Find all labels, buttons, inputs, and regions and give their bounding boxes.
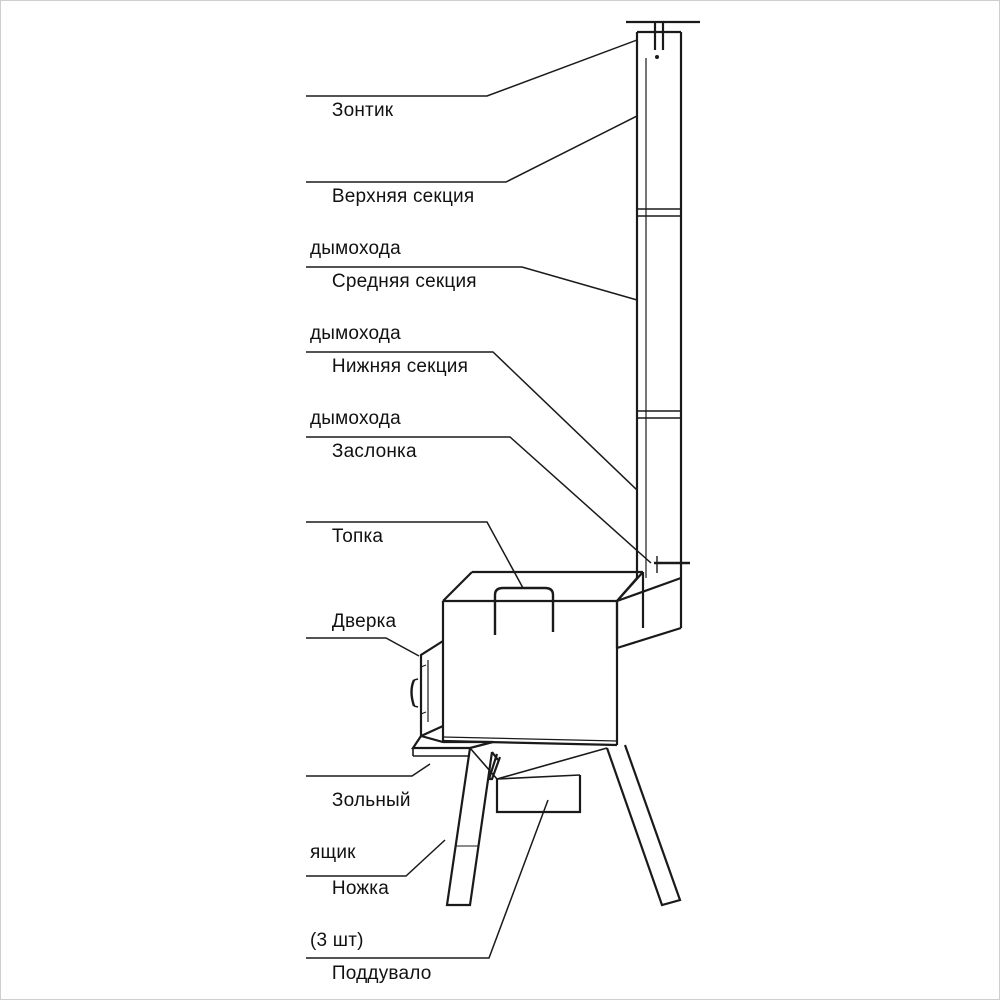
label-blower bbox=[310, 935, 432, 1000]
label-umbrella-line1: Зонтик bbox=[331, 100, 394, 121]
label-upper-section-line2: дымохода bbox=[310, 238, 401, 259]
label-umbrella bbox=[310, 72, 393, 150]
label-ash-box-line2: ящик bbox=[310, 842, 356, 863]
blower-shape bbox=[497, 775, 580, 812]
damper-shape bbox=[654, 556, 690, 573]
label-lower-section-line1: Нижняя секция bbox=[331, 356, 469, 377]
label-door bbox=[310, 583, 396, 661]
label-damper-line1: Заслонка bbox=[331, 441, 417, 462]
label-ash-box-line1: Зольный bbox=[331, 790, 411, 811]
label-firebox-line1: Топка bbox=[331, 526, 384, 547]
label-leg-line2: (3 шт) bbox=[310, 930, 364, 951]
chimney-pipe-shape bbox=[637, 32, 681, 578]
label-leg-line1: Ножка bbox=[331, 878, 390, 899]
label-firebox bbox=[310, 498, 383, 576]
label-upper-section-line1: Верхняя секция bbox=[331, 186, 475, 207]
label-blower-line1: Поддувало bbox=[331, 963, 432, 984]
lid-handle-shape bbox=[495, 588, 553, 635]
ash-box-shape bbox=[413, 736, 493, 756]
firebox-body-shape bbox=[443, 572, 643, 745]
chimney-base-shape bbox=[617, 578, 681, 648]
label-lower-section-line2: дымохода bbox=[310, 408, 401, 429]
label-damper bbox=[310, 413, 417, 491]
legs-shape bbox=[447, 745, 680, 905]
label-middle-section-line1: Средняя секция bbox=[331, 271, 477, 292]
label-middle-section-line2: дымохода bbox=[310, 323, 401, 344]
label-door-line1: Дверка bbox=[331, 611, 397, 632]
